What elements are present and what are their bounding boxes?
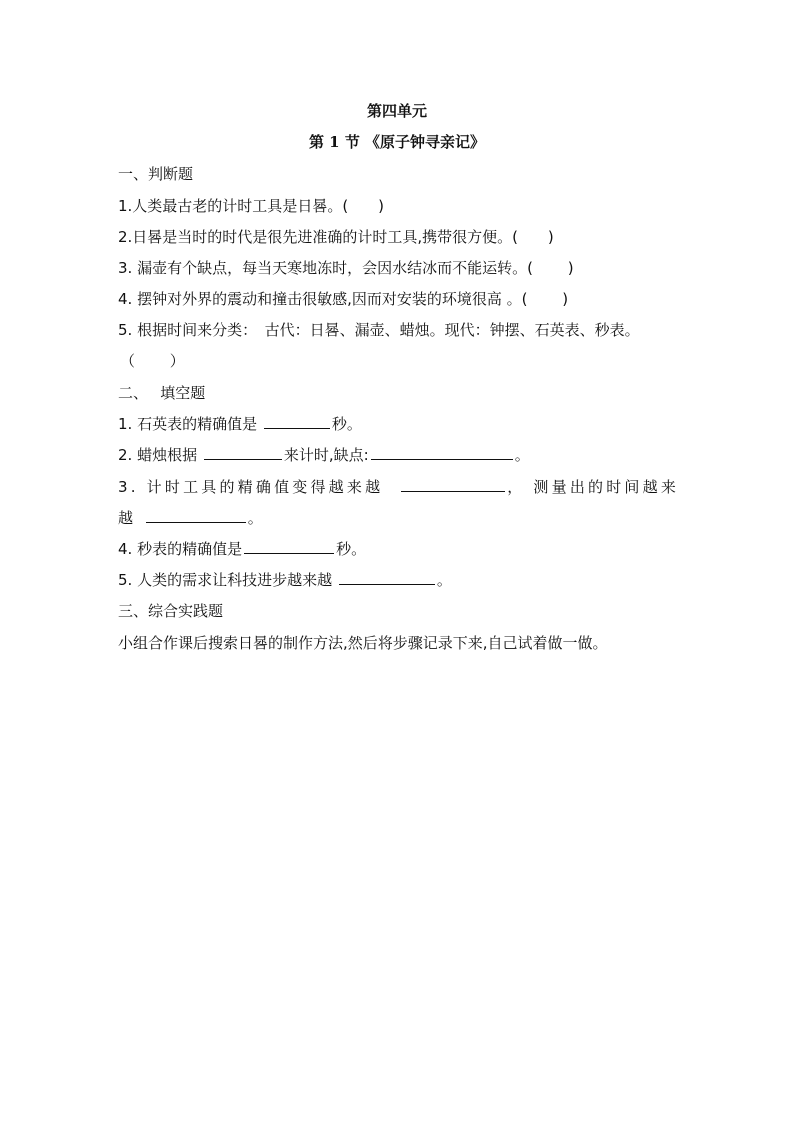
section3-heading: 三、综合实践题: [118, 602, 224, 620]
judge-question-5: 5. 根据时间来分类： 古代：日晷、漏壶、蜡烛。现代：钟摆、石英表、秒表。: [118, 321, 640, 339]
fill-blank-2a[interactable]: [204, 445, 282, 460]
fill-question-3-line2-text: 越: [118, 509, 138, 527]
judge-question-3: 3. 漏壶有个缺点，每当天寒地冻时，会因水结冰而不能运转。( ): [118, 259, 574, 277]
fill-question-4-suffix: 秒。: [336, 540, 367, 558]
judge-question-1: 1.人类最古老的计时工具是日晷。( ): [118, 197, 385, 215]
fill-question-5-text: 5. 人类的需求让科技进步越来越: [118, 571, 337, 589]
fill-question-4: [118, 539, 366, 559]
unit-title: 第四单元: [366, 102, 427, 120]
judge-question-5-answer-bracket: （ ）: [120, 352, 185, 370]
fill-question-2: [118, 445, 530, 465]
fill-blank-3b[interactable]: [146, 508, 246, 523]
practice-question: 小组合作课后搜索日晷的制作方法,然后将步骤记录下来,自己试着做一做。: [118, 634, 608, 652]
fill-blank-5[interactable]: [339, 570, 435, 585]
fill-question-2-middle: 来计时,缺点:: [283, 446, 369, 464]
fill-question-1-suffix: 秒。: [331, 415, 362, 433]
fill-question-4-text: 4. 秒表的精确值是: [118, 540, 243, 558]
fill-question-3-continued: [118, 508, 263, 528]
fill-blank-2b[interactable]: [371, 445, 513, 460]
judge-question-2: 2.日晷是当时的时代是很先进准确的计时工具,携带很方便。( ): [118, 228, 554, 246]
section1-heading: 一、判断题: [118, 165, 194, 183]
fill-question-5: [118, 570, 452, 590]
fill-question-3-text: 3. 计时工具的精确值变得越来越: [118, 478, 392, 496]
fill-question-1: [118, 414, 362, 434]
fill-question-3: [118, 477, 679, 497]
fill-question-2-text: 2. 蜡烛根据: [118, 446, 202, 464]
fill-blank-1[interactable]: [264, 414, 330, 429]
fill-question-3-suffix: ， 测量出的时间越来: [507, 478, 680, 496]
section2-heading: 二、 填空题: [118, 384, 206, 402]
judge-question-4: 4. 摆钟对外界的震动和撞击很敏感,因而对安装的环境很高 。( ): [118, 290, 569, 308]
fill-question-1-text: 1. 石英表的精确值是: [118, 415, 262, 433]
fill-question-3-line2-suffix: 。: [247, 509, 263, 527]
fill-question-2-suffix: 。: [514, 446, 530, 464]
fill-blank-4[interactable]: [244, 539, 334, 554]
section-title: 第 1 节 《原子钟寻亲记》: [308, 133, 486, 151]
fill-blank-3[interactable]: [401, 477, 505, 492]
fill-question-5-suffix: 。: [436, 571, 452, 589]
